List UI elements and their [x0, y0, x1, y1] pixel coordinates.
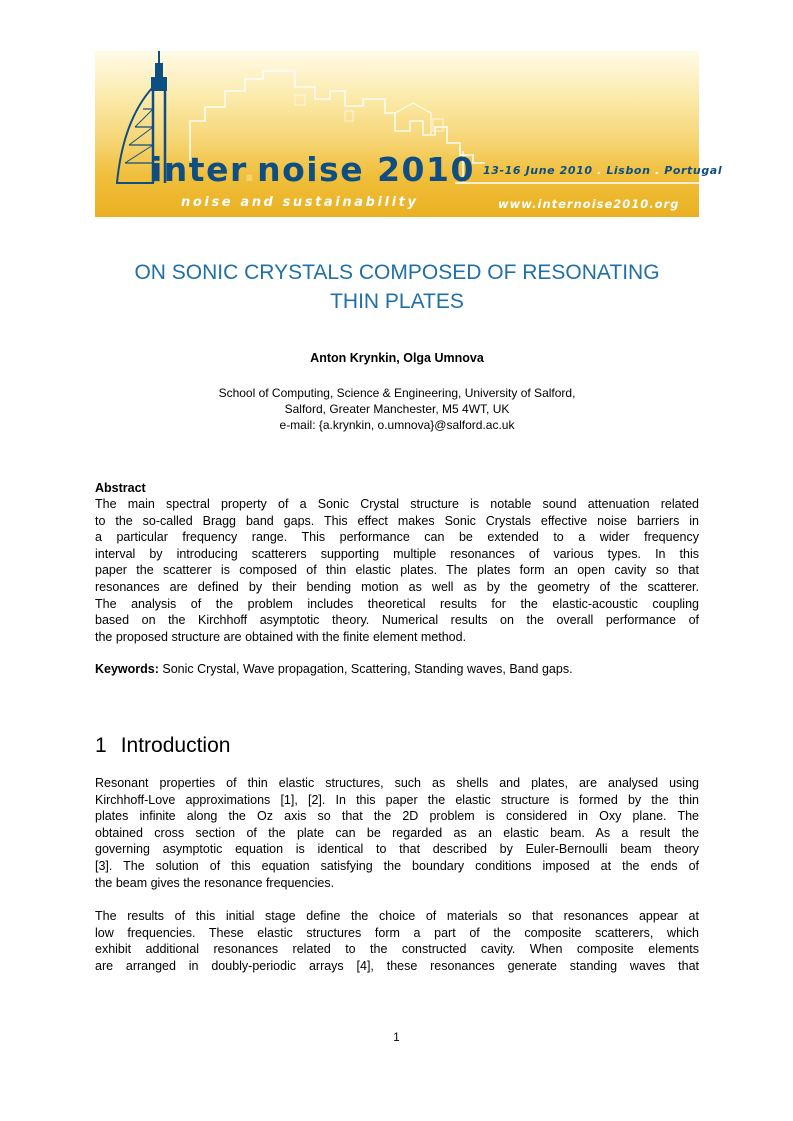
conference-tagline: noise and sustainability	[181, 195, 419, 210]
abstract-line: The main spectral property of a Sonic Crystal structure is notable sound attenuation related	[95, 497, 699, 511]
paragraph-line: low frequencies. These elastic structures form a part of the composite scatterers, which	[95, 925, 699, 940]
affiliation-line: School of Computing, Science & Engineering, University of Salford,	[218, 386, 576, 400]
conference-brand	[151, 150, 475, 189]
abstract-line: interval by introducing scatterers supporting multiple resonances of various types. In this	[95, 546, 699, 561]
keywords-label: Keywords:	[95, 662, 159, 676]
page-number: 1	[393, 1032, 400, 1044]
dates-city: Lisbon	[606, 164, 651, 177]
conference-website: www.internoise2010.org	[498, 197, 680, 211]
paragraph-line: Resonant properties of thin elastic structures, such as shells and plates, are analysed using	[95, 776, 699, 790]
affiliation-line: Salford, Greater Manchester, M5 4WT, UK	[284, 402, 510, 416]
abstract-line: to the so-called Bragg band gaps. This effect makes Sonic Crystals effective noise barriers in	[95, 513, 699, 528]
section-number: 1	[95, 734, 107, 757]
brand-suffix: noise 2010	[257, 150, 475, 189]
paragraph-line: obtained cross section of the plate can be regarded as an elastic beam. As a result the	[95, 825, 699, 840]
conference-banner	[95, 51, 723, 217]
abstract-line: The analysis of the problem includes theoretical results for the elastic-acoustic coupling	[95, 596, 699, 611]
brand-prefix: inter	[151, 150, 244, 189]
dates-separator: .	[654, 164, 660, 177]
paragraph-line: The results of this initial stage define the choice of materials so that resonances appear at	[95, 909, 699, 923]
paragraph-line: are arranged in doubly-periodic arrays [4], these resonances generate standing waves that	[95, 958, 699, 973]
keywords	[95, 662, 573, 676]
abstract-line: resonances are defined by their bending motion as well as by the geometry of the scatterer.	[95, 579, 699, 594]
dates-country: Portugal	[664, 164, 723, 177]
abstract-line: paper the scatterer is composed of thin elastic plates. The plates form an open cavity so that	[95, 563, 699, 578]
abstract-line: based on the Kirchhoff asymptotic theory. Numerical results on the overall performance of	[95, 613, 699, 628]
abstract-line: a particular frequency range. This performance can be extended to a wider frequency	[95, 530, 699, 545]
title-line: ON SONIC CRYSTALS COMPOSED OF RESONATING	[134, 261, 660, 284]
brand-dot: .	[243, 150, 258, 189]
abstract-line: the proposed structure are obtained with the finite element method.	[95, 629, 467, 644]
section-heading	[95, 734, 230, 758]
affiliation-email: e-mail: {a.krynkin, o.umnova}@salford.ac.uk	[279, 418, 515, 432]
paragraph-line: the beam gives the resonance frequencies.	[95, 875, 335, 890]
paragraph-line: governing asymptotic equation is identical to that described by Euler-Bernoulli beam theory	[95, 842, 699, 857]
paragraph-line: Kirchhoff-Love approximations [1], [2]. In this paper the elastic structure is formed by the thin	[95, 792, 699, 807]
paragraph-line: exhibit additional resonances related to the constructed cavity. When composite elements	[95, 942, 699, 957]
title-line: THIN PLATES	[330, 290, 464, 313]
intro-paragraph	[95, 908, 699, 974]
abstract-body	[95, 496, 699, 645]
dates-range: 13-16 June 2010	[483, 164, 593, 177]
paper-title	[95, 258, 699, 316]
lisbon-skyline-illustration	[95, 51, 699, 217]
paragraph-line: [3]. The solution of this equation satisfying the boundary conditions imposed at the ends of	[95, 858, 699, 873]
abstract-heading: Abstract	[95, 481, 146, 495]
intro-paragraph	[95, 775, 699, 891]
author-list: Anton Krynkin, Olga Umnova	[310, 351, 484, 365]
dates-separator: .	[597, 164, 602, 177]
keywords-text: Sonic Crystal, Wave propagation, Scattering, Standing waves, Band gaps.	[158, 662, 573, 676]
section-title: Introduction	[120, 734, 231, 757]
paragraph-line: plates infinite along the Oz axis so that the 2D problem is considered in Oxy plane. The	[95, 809, 699, 824]
conference-dates	[483, 164, 722, 177]
